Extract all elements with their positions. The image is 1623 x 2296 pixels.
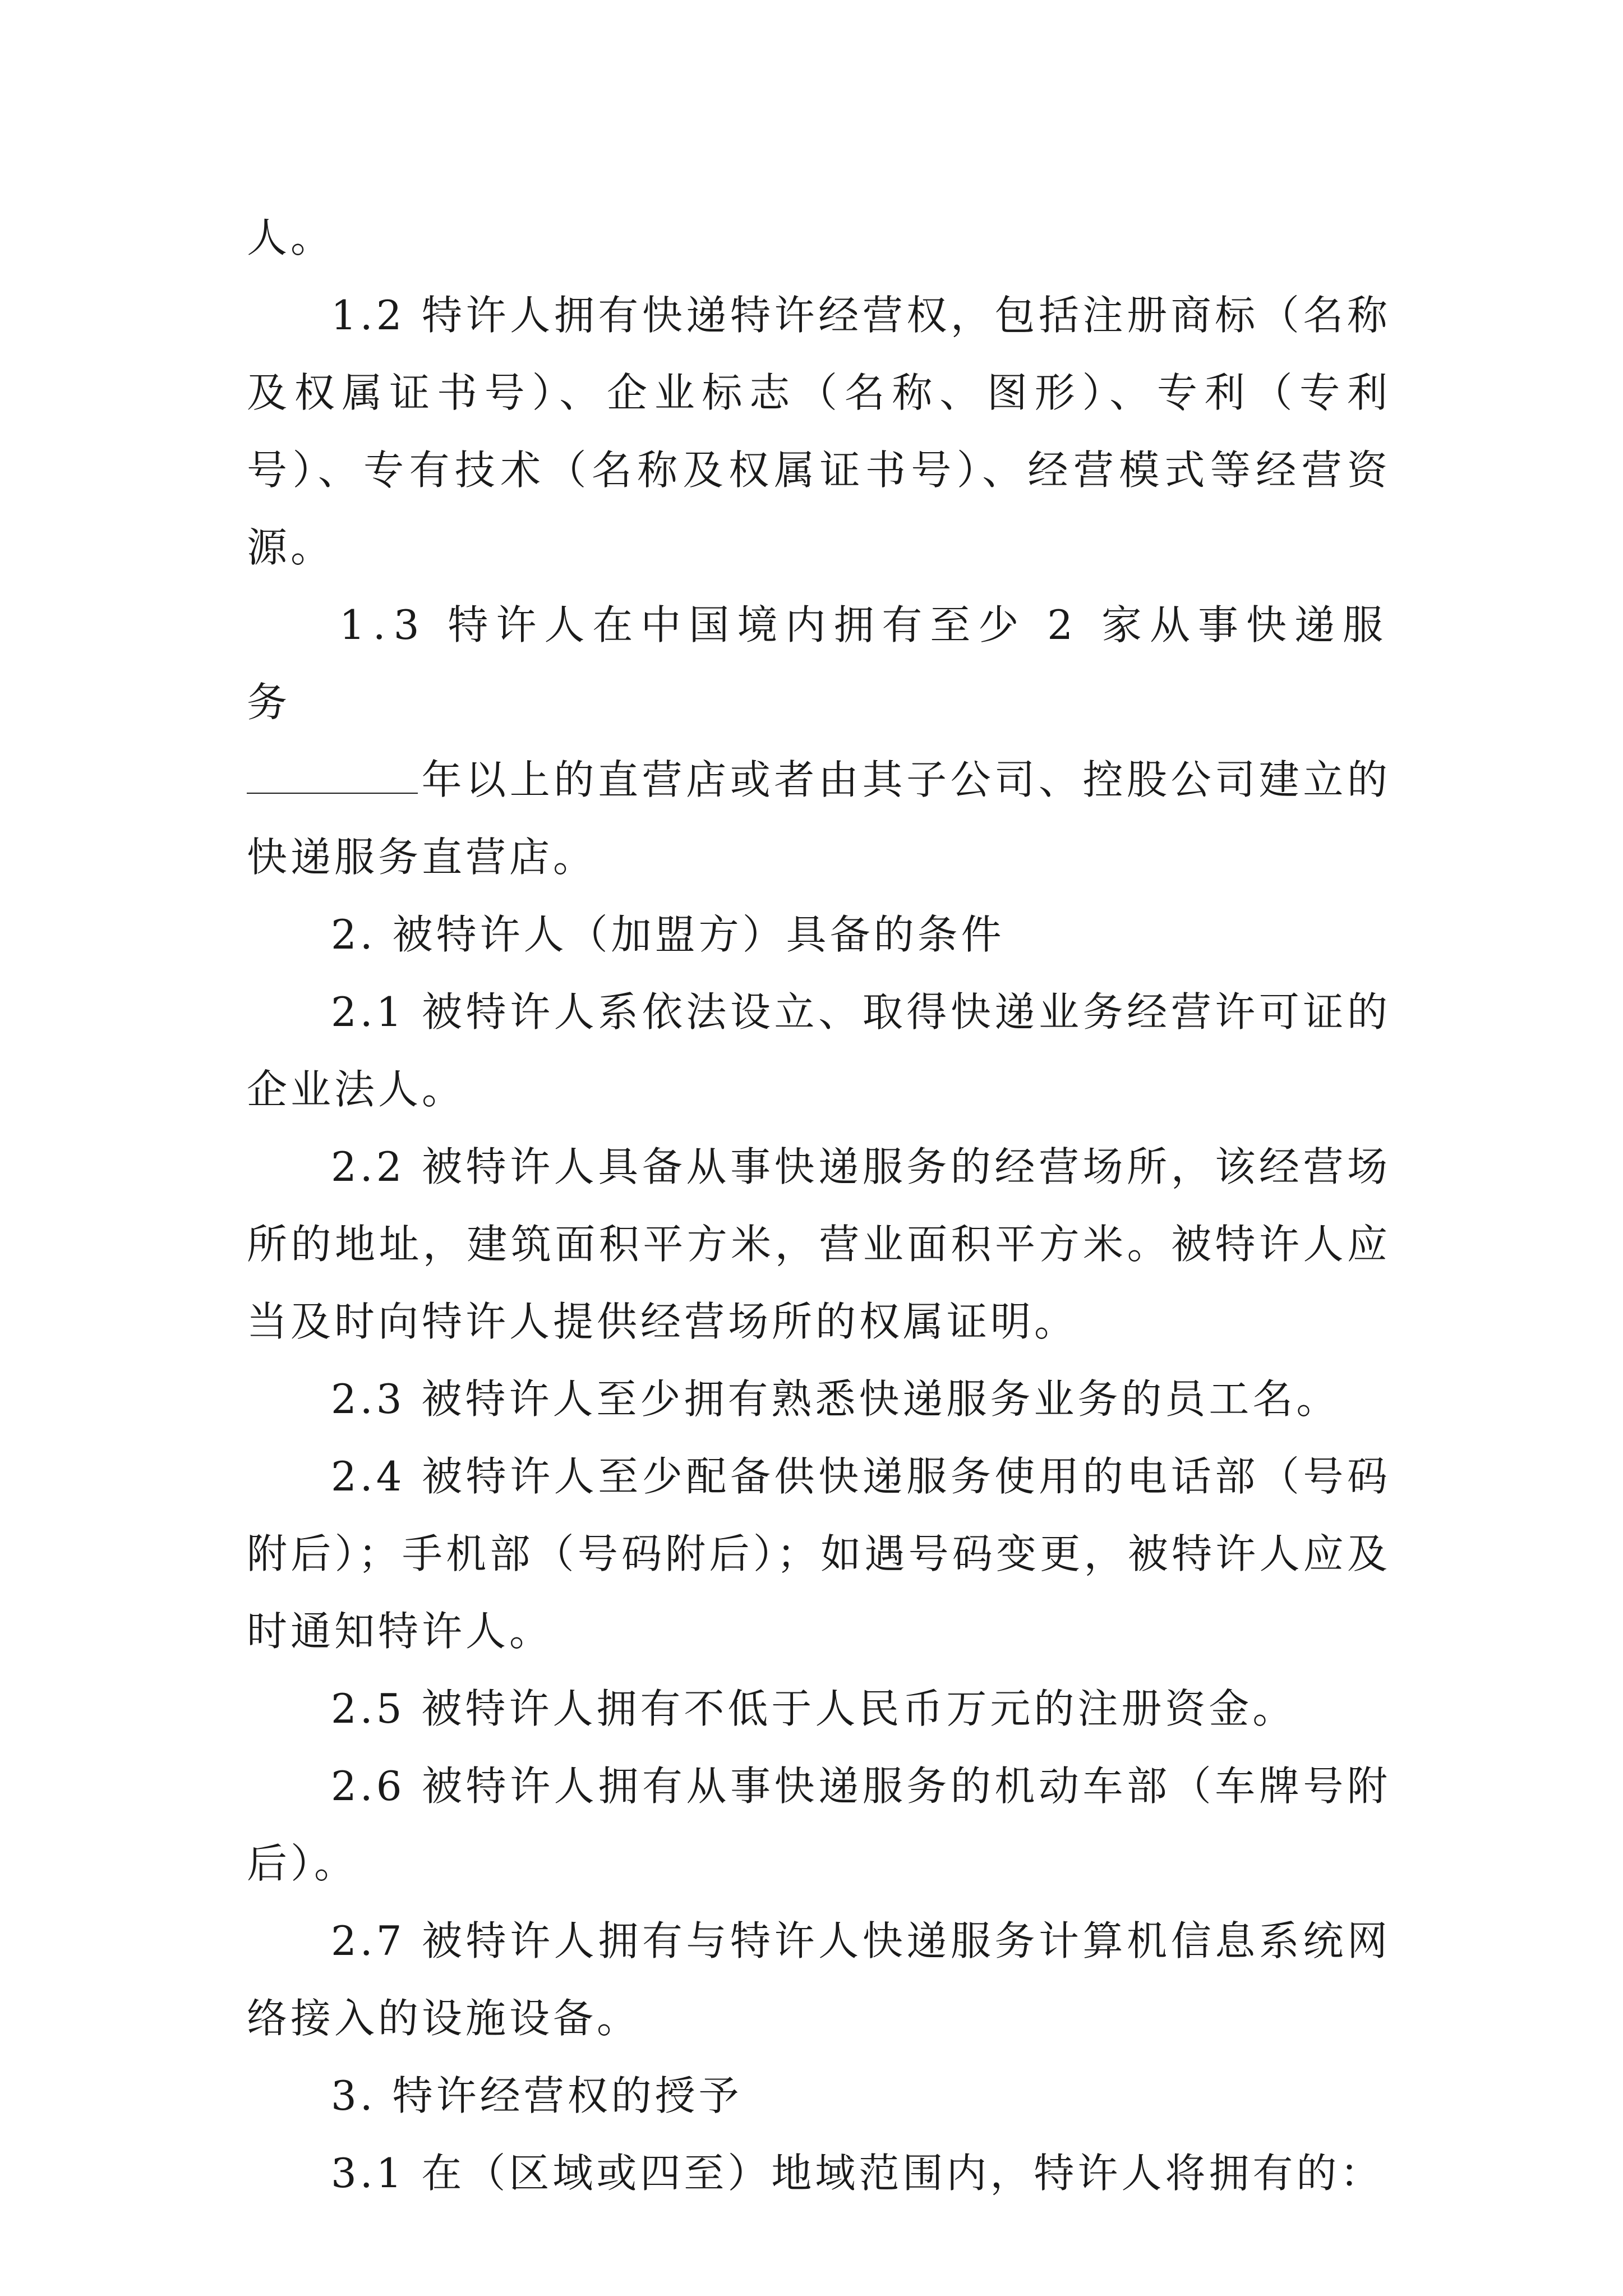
paragraph-text: 2.6 被特许人拥有从事快递服务的机动车部（车牌号附后）。 [247,1763,1391,1887]
paragraph-2-3 [247,1360,1391,1438]
blank-fill-line [247,793,418,794]
paragraph-2-5 [247,1670,1391,1747]
paragraph-text: 人。 [247,214,335,261]
paragraph-text: 1.3 特许人在中国境内拥有至少 2 家从事快递服务 [247,601,1391,726]
paragraph-2-7 [247,1902,1391,2057]
section-heading-3 [247,2057,1391,2134]
section-heading-2 [247,896,1391,973]
paragraph-2-6 [247,1747,1391,1902]
paragraph-text: 3. 特许经营权的授予 [331,2072,743,2119]
paragraph-text: 2.3 被特许人至少拥有熟悉快递服务业务的员工名。 [331,1375,1340,1423]
paragraph-2-1 [247,973,1391,1128]
paragraph-1-3 [247,586,1391,741]
paragraph-text: 2.1 被特许人系依法设立、取得快递业务经营许可证的企业法人。 [247,988,1391,1113]
paragraph-text: 年以上的直营店或者由其子公司、控股公司建立的快递服务直营店。 [247,756,1391,881]
paragraph-1-2 [247,277,1391,586]
paragraph-1-3-continued [247,741,1391,896]
paragraph-2-4 [247,1438,1391,1670]
paragraph-text: 1.2 特许人拥有快递特许经营权，包括注册商标（名称及权属证书号）、企业标志（名称、图形）、专利（专利号）、专有技术（名称及权属证书号）、经营模式等经营资源。 [247,292,1391,571]
paragraph-continuation [247,199,1391,277]
paragraph-2-2 [247,1128,1391,1360]
paragraph-text: 2.4 被特许人至少配备供快递服务使用的电话部（号码附后）；手机部（号码附后）；如遇号码变更，被特许人应及时通知特许人。 [247,1453,1391,1655]
paragraph-text: 3.1 在（区域或四至）地域范围内，特许人将拥有的： [331,2150,1384,2197]
paragraph-text: 2.5 被特许人拥有不低于人民币万元的注册资金。 [331,1685,1297,1732]
document-body [247,199,1391,2212]
paragraph-text: 2. 被特许人（加盟方）具备的条件 [331,911,1005,958]
paragraph-3-1 [247,2134,1391,2212]
paragraph-text: 2.2 被特许人具备从事快递服务的经营场所，该经营场所的地址，建筑面积平方米，营业面积平方米。被特许人应当及时向特许人提供经营场所的权属证明。 [247,1143,1391,1345]
paragraph-text: 2.7 被特许人拥有与特许人快递服务计算机信息系统网络接入的设施设备。 [247,1917,1391,2042]
